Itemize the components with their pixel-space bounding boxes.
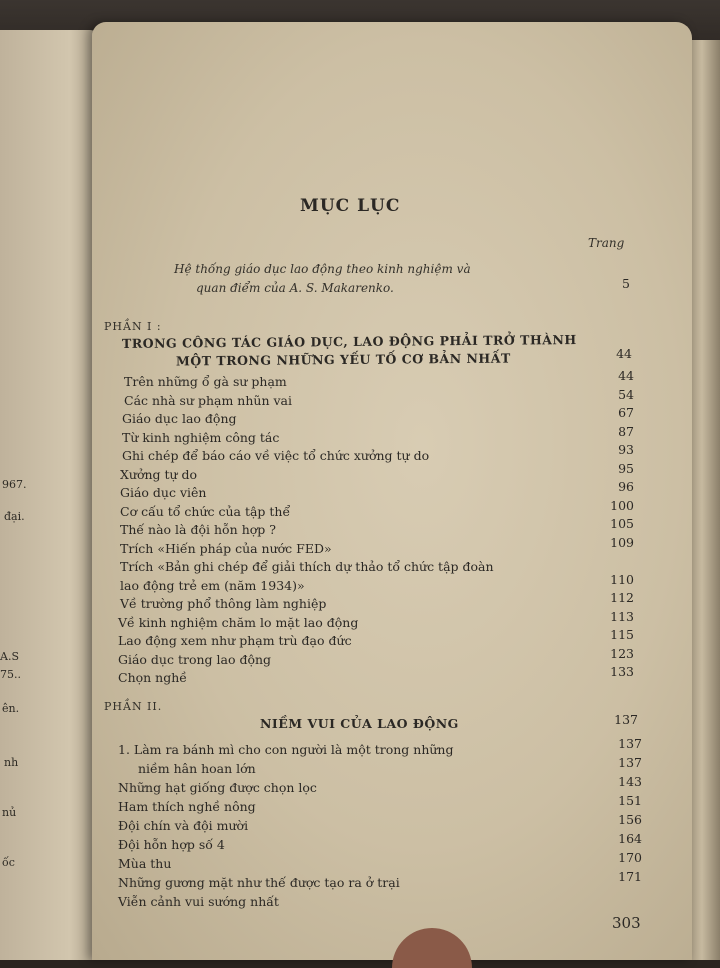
toc-entry-text: 1. Làm ra bánh mì cho con người là một trong những <box>118 742 454 757</box>
left-page-fragment: đại. <box>4 510 25 523</box>
intro-page-number: 5 <box>622 276 630 291</box>
toc-entry-text: Giáo dục trong lao động <box>118 651 272 667</box>
toc-entry-page: 137 <box>618 755 642 770</box>
toc-entry-text: Các nhà sư phạm nhũn vai <box>124 392 292 408</box>
left-page-fragment: ốc <box>2 856 15 869</box>
toc-entry-page: 44 <box>618 368 634 383</box>
toc-entry-page: 133 <box>610 664 634 679</box>
toc-entry-text: Đội hỗn hợp số 4 <box>118 837 225 852</box>
toc-entry-text: Mùa thu <box>118 856 172 871</box>
left-page-fragment: nh <box>4 756 19 769</box>
toc-entry-page: 105 <box>610 516 634 531</box>
toc-entry-text: Trích «Bản ghi chép để giải thích dự thảo tổ chức tập đoàn <box>120 559 494 574</box>
toc-entry-text: Từ kinh nghiệm công tác <box>122 429 280 445</box>
toc-entry-page: 112 <box>610 590 634 605</box>
toc-entry-text: Ghi chép để báo cáo về việc tổ chức xưởng tự do <box>122 448 430 463</box>
page-title: MỤC LỤC <box>300 196 401 216</box>
toc-entry-text: Về kinh nghiệm chăm lo mặt lao động <box>118 614 359 630</box>
toc-entry-text: Viễn cảnh vui sướng nhất <box>118 894 279 909</box>
toc-entry-page: 143 <box>618 774 642 789</box>
toc-entry-page: 87 <box>618 423 634 439</box>
toc-entry-text: Cơ cấu tổ chức của tập thể <box>120 503 291 519</box>
toc-entry-text: Đội chín và đội mười <box>118 818 249 833</box>
left-page-fragment: 967. <box>2 478 27 491</box>
toc-entry-page: 93 <box>618 442 634 457</box>
toc-entry-page: 96 <box>618 479 634 494</box>
part-1-page-number: 44 <box>616 346 632 361</box>
intro-line-2: quan điểm của A. S. Makarenko. <box>196 281 394 295</box>
toc-entry-page: 151 <box>618 793 642 808</box>
toc-entry-text: Về trường phổ thông làm nghiệp <box>120 596 327 611</box>
toc-entry-page: 171 <box>618 869 642 884</box>
toc-entry-page: 170 <box>618 850 642 865</box>
left-page-fragment: 75.. <box>0 668 21 681</box>
toc-entry-text: Giáo dục viên <box>120 485 207 500</box>
part-1-heading-line-2: MỘT TRONG NHỮNG YẾU TỐ CƠ BẢN NHẤT <box>175 350 511 369</box>
toc-entry-page: 137 <box>618 736 642 751</box>
toc-entry-page: 156 <box>618 812 642 827</box>
toc-entry-page: 115 <box>610 627 634 642</box>
part-2-heading: NIỀM VUI CỦA LAO ĐỘNG <box>260 716 459 731</box>
part-1-heading-line-1: TRONG CÔNG TÁC GIÁO DỤC, LAO ĐỘNG PHẢI TRỞ THÀNH <box>121 332 577 351</box>
toc-entry-page: 95 <box>618 460 634 476</box>
toc-entry-text: Xưởng tự do <box>120 466 198 482</box>
left-page-fragment: A.S <box>0 650 19 663</box>
toc-entry-text: Giáo dục lao động <box>122 411 237 426</box>
toc-entry-page: 123 <box>610 645 634 661</box>
toc-entry-text: Trên những ổ gà sư phạm <box>124 374 287 389</box>
toc-entry-text: Lao động xem như phạm trù đạo đức <box>118 633 352 648</box>
part-2-page-number: 137 <box>614 712 638 727</box>
toc-entry-text: Chọn nghề <box>118 670 187 685</box>
toc-entry-text: Trích «Hiến pháp của nước FED» <box>120 540 332 556</box>
toc-entry-text: Những hạt giống được chọn lọc <box>118 780 317 795</box>
toc-entry-page: 100 <box>610 497 634 513</box>
left-page-fragment: nủ <box>2 806 17 819</box>
toc-entry-text: lao động trẻ em (năm 1934)» <box>120 577 305 593</box>
toc-entry-page: 54 <box>618 386 634 402</box>
toc-entry-text: Thế nào là đội hỗn hợp ? <box>120 522 276 537</box>
left-page-fragment: ên. <box>2 702 20 715</box>
toc-entry-text: Ham thích nghề nông <box>118 799 256 814</box>
intro-line-1: Hệ thống giáo dục lao động theo kinh nghiệm và <box>174 262 471 276</box>
part-1-label: PHẦN I : <box>104 320 162 333</box>
page-folio: 303 <box>612 914 641 932</box>
toc-entry-text: niềm hân hoan lớn <box>138 761 256 776</box>
toc-entry-page: 109 <box>610 534 634 550</box>
toc-entry-page: 164 <box>618 831 642 846</box>
page-column-label: Trang <box>588 236 625 250</box>
toc-entry-page: 67 <box>618 405 634 420</box>
part-2-label: PHẦN II. <box>104 700 163 713</box>
toc-entry-page: 113 <box>610 608 634 624</box>
toc-entry-page: 110 <box>610 571 634 587</box>
toc-entry-text: Những gương mặt như thế được tạo ra ở trại <box>118 875 400 890</box>
left-page <box>0 30 100 960</box>
